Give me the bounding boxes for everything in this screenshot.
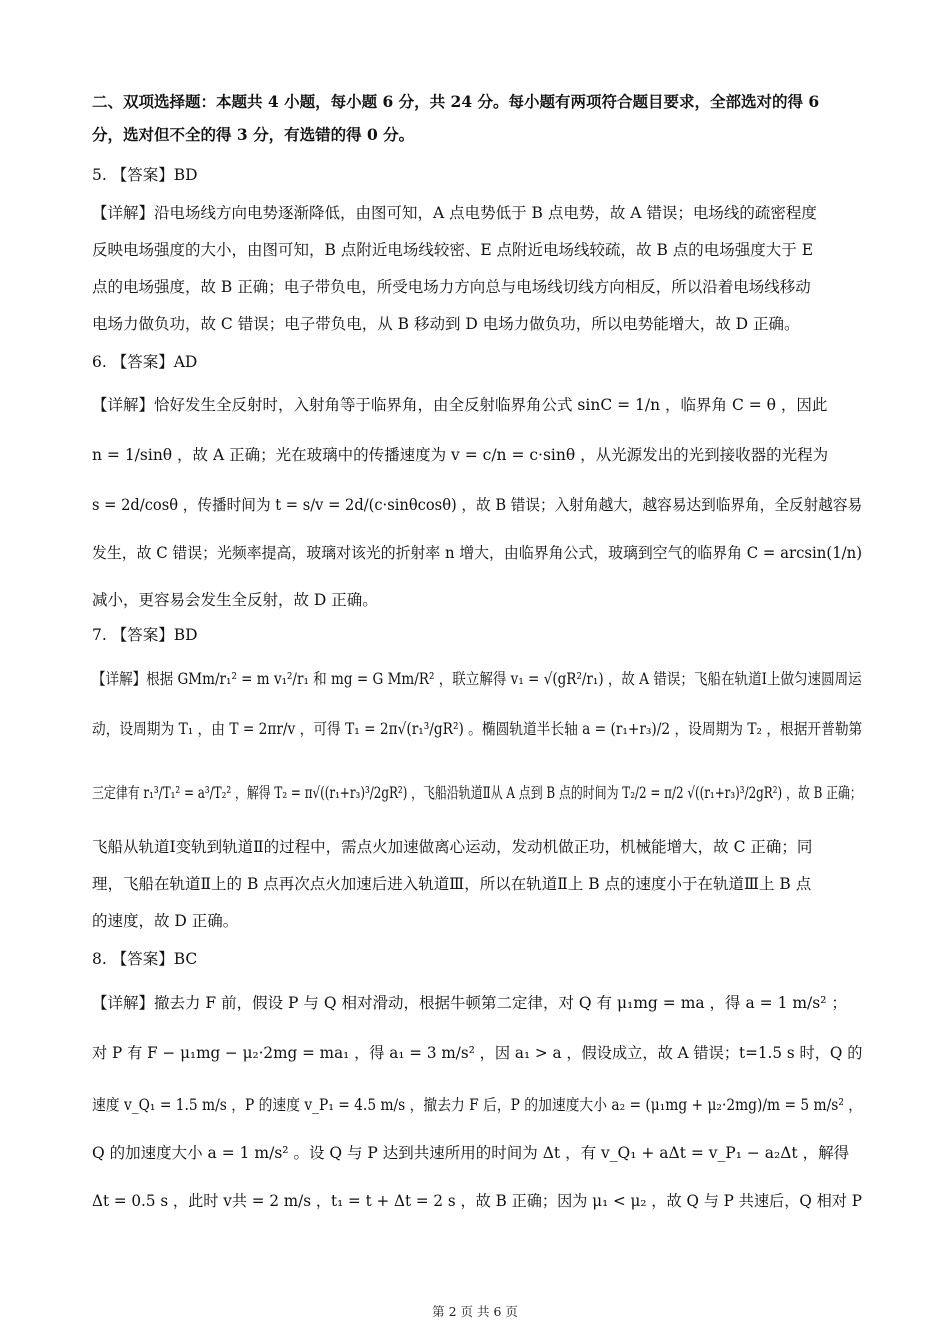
explanation-line: 发生，故 C 错误；光频率提高，玻璃对该光的折射率 n 增大，由临界角公式，玻璃到空气的临界角 C = arcsin(1/n) [92,544,863,562]
explanation-line: s = 2d/cosθ ，传播时间为 t = s/v = 2d/(c·sinθcosθ) ，故 B 错误；入射角越大，越容易达到临界角，全反射越容易 [92,496,863,514]
answer-line: 5. 【答案】BD [92,166,198,184]
explanation-line: 三定律有 r₁³/T₁² = a³/T₂² ，解得 T₂ = π√((r₁+r₃)³/2gR²) ，飞船沿轨道Ⅱ从 A 点到 B 点的时间为 T₂/2 = π/2 √((r₁+r₃)³/2gR²) ，故 B 正确； [92,784,862,802]
explanation-line: 【详解】根据 GMm/r₁² = m v₁²/r₁ 和 mg = G Mm/R² ，联立解得 v₁ = √(gR²/r₁) ，故 A 错误；飞船在轨道Ⅰ上做匀速圆周运 [92,670,862,688]
explanation-line: 减小，更容易会发生全反射，故 D 正确。 [92,591,378,609]
explanation-line: 飞船从轨道Ⅰ变轨到轨道Ⅱ的过程中，需点火加速做离心运动，发动机做正功，机械能增大，故 C 正确；同 [92,838,813,856]
answer-line: 8. 【答案】BC [92,950,198,968]
explanation-line: 理，飞船在轨道Ⅱ上的 B 点再次点火加速后进入轨道Ⅲ，所以在轨道Ⅱ上 B 点的速度小于在轨道Ⅲ上 B 点 [92,875,812,893]
explanation-line: 【详解】沿电场线方向电势逐渐降低，由图可知，A 点电势低于 B 点电势，故 A 错误；电场线的疏密程度 [92,204,817,222]
explanation-line: 速度 v_Q₁ = 1.5 m/s ，P 的速度 v_P₁ = 4.5 m/s ，撤去力 F 后，P 的加速度大小 a₂ = (μ₁mg + μ₂·2mg)/m = 5 m/s² ， [92,1096,863,1114]
explanation-line: 的速度，故 D 正确。 [92,912,239,930]
explanation-line: Q 的加速度大小 a = 1 m/s² 。设 Q 与 P 达到共速所用的时间为 Δt ，有 v_Q₁ + aΔt = v_P₁ − a₂Δt ，解得 [92,1144,850,1162]
explanation-line: 电场力做负功，故 C 错误；电子带负电，从 B 移动到 D 电场力做负功，所以电势能增大，故 D 正确。 [92,315,800,333]
explanation-line: n = 1/sinθ ，故 A 正确；光在玻璃中的传播速度为 v = c/n = c·sinθ ，从光源发出的光到接收器的光程为 [92,446,829,464]
explanation-line: 【详解】撤去力 F 前，假设 P 与 Q 相对滑动，根据牛顿第二定律，对 Q 有 μ₁mg = ma ，得 a = 1 m/s² ； [92,994,847,1012]
explanation-line: 点的电场强度，故 B 正确；电子带负电，所受电场力方向总与电场线切线方向相反，所以沿着电场线移动 [92,278,811,296]
explanation-line: 【详解】恰好发生全反射时，入射角等于临界角，由全反射临界角公式 sinC = 1/n ，临界角 C = θ ，因此 [92,396,828,414]
page-footer: 第 2 页 共 6 页 [432,1304,518,1319]
section-header-line-2: 分，选对但不全的得 3 分，有选错的得 0 分。 [92,125,415,144]
explanation-line: 反映电场强度的大小，由图可知，B 点附近电场线较密、E 点附近电场线较疏，故 B 点的电场强度大于 E [92,241,814,259]
answer-line: 6. 【答案】AD [92,353,198,371]
explanation-line: Δt = 0.5 s ，此时 v共 = 2 m/s ，t₁ = t + Δt = 2 s ，故 B 正确；因为 μ₁ < μ₂ ，故 Q 与 P 共速后，Q 相对 P [92,1192,862,1210]
answer-line: 7. 【答案】BD [92,626,198,644]
section-header-line-1: 二、双项选择题：本题共 4 小题，每小题 6 分，共 24 分。每小题有两项符合题目要求，全部选对的得 6 [92,92,820,111]
explanation-line: 动，设周期为 T₁ ，由 T = 2πr/v ，可得 T₁ = 2π√(r₁³/gR²) 。椭圆轨道半长轴 a = (r₁+r₃)/2 ，设周期为 T₂ ，根据开普勒第 [92,720,863,738]
explanation-line: 对 P 有 F − μ₁mg − μ₂·2mg = ma₁ ，得 a₁ = 3 m/s² ，因 a₁ > a ，假设成立，故 A 错误；t=1.5 s 时，Q 的 [92,1044,863,1062]
